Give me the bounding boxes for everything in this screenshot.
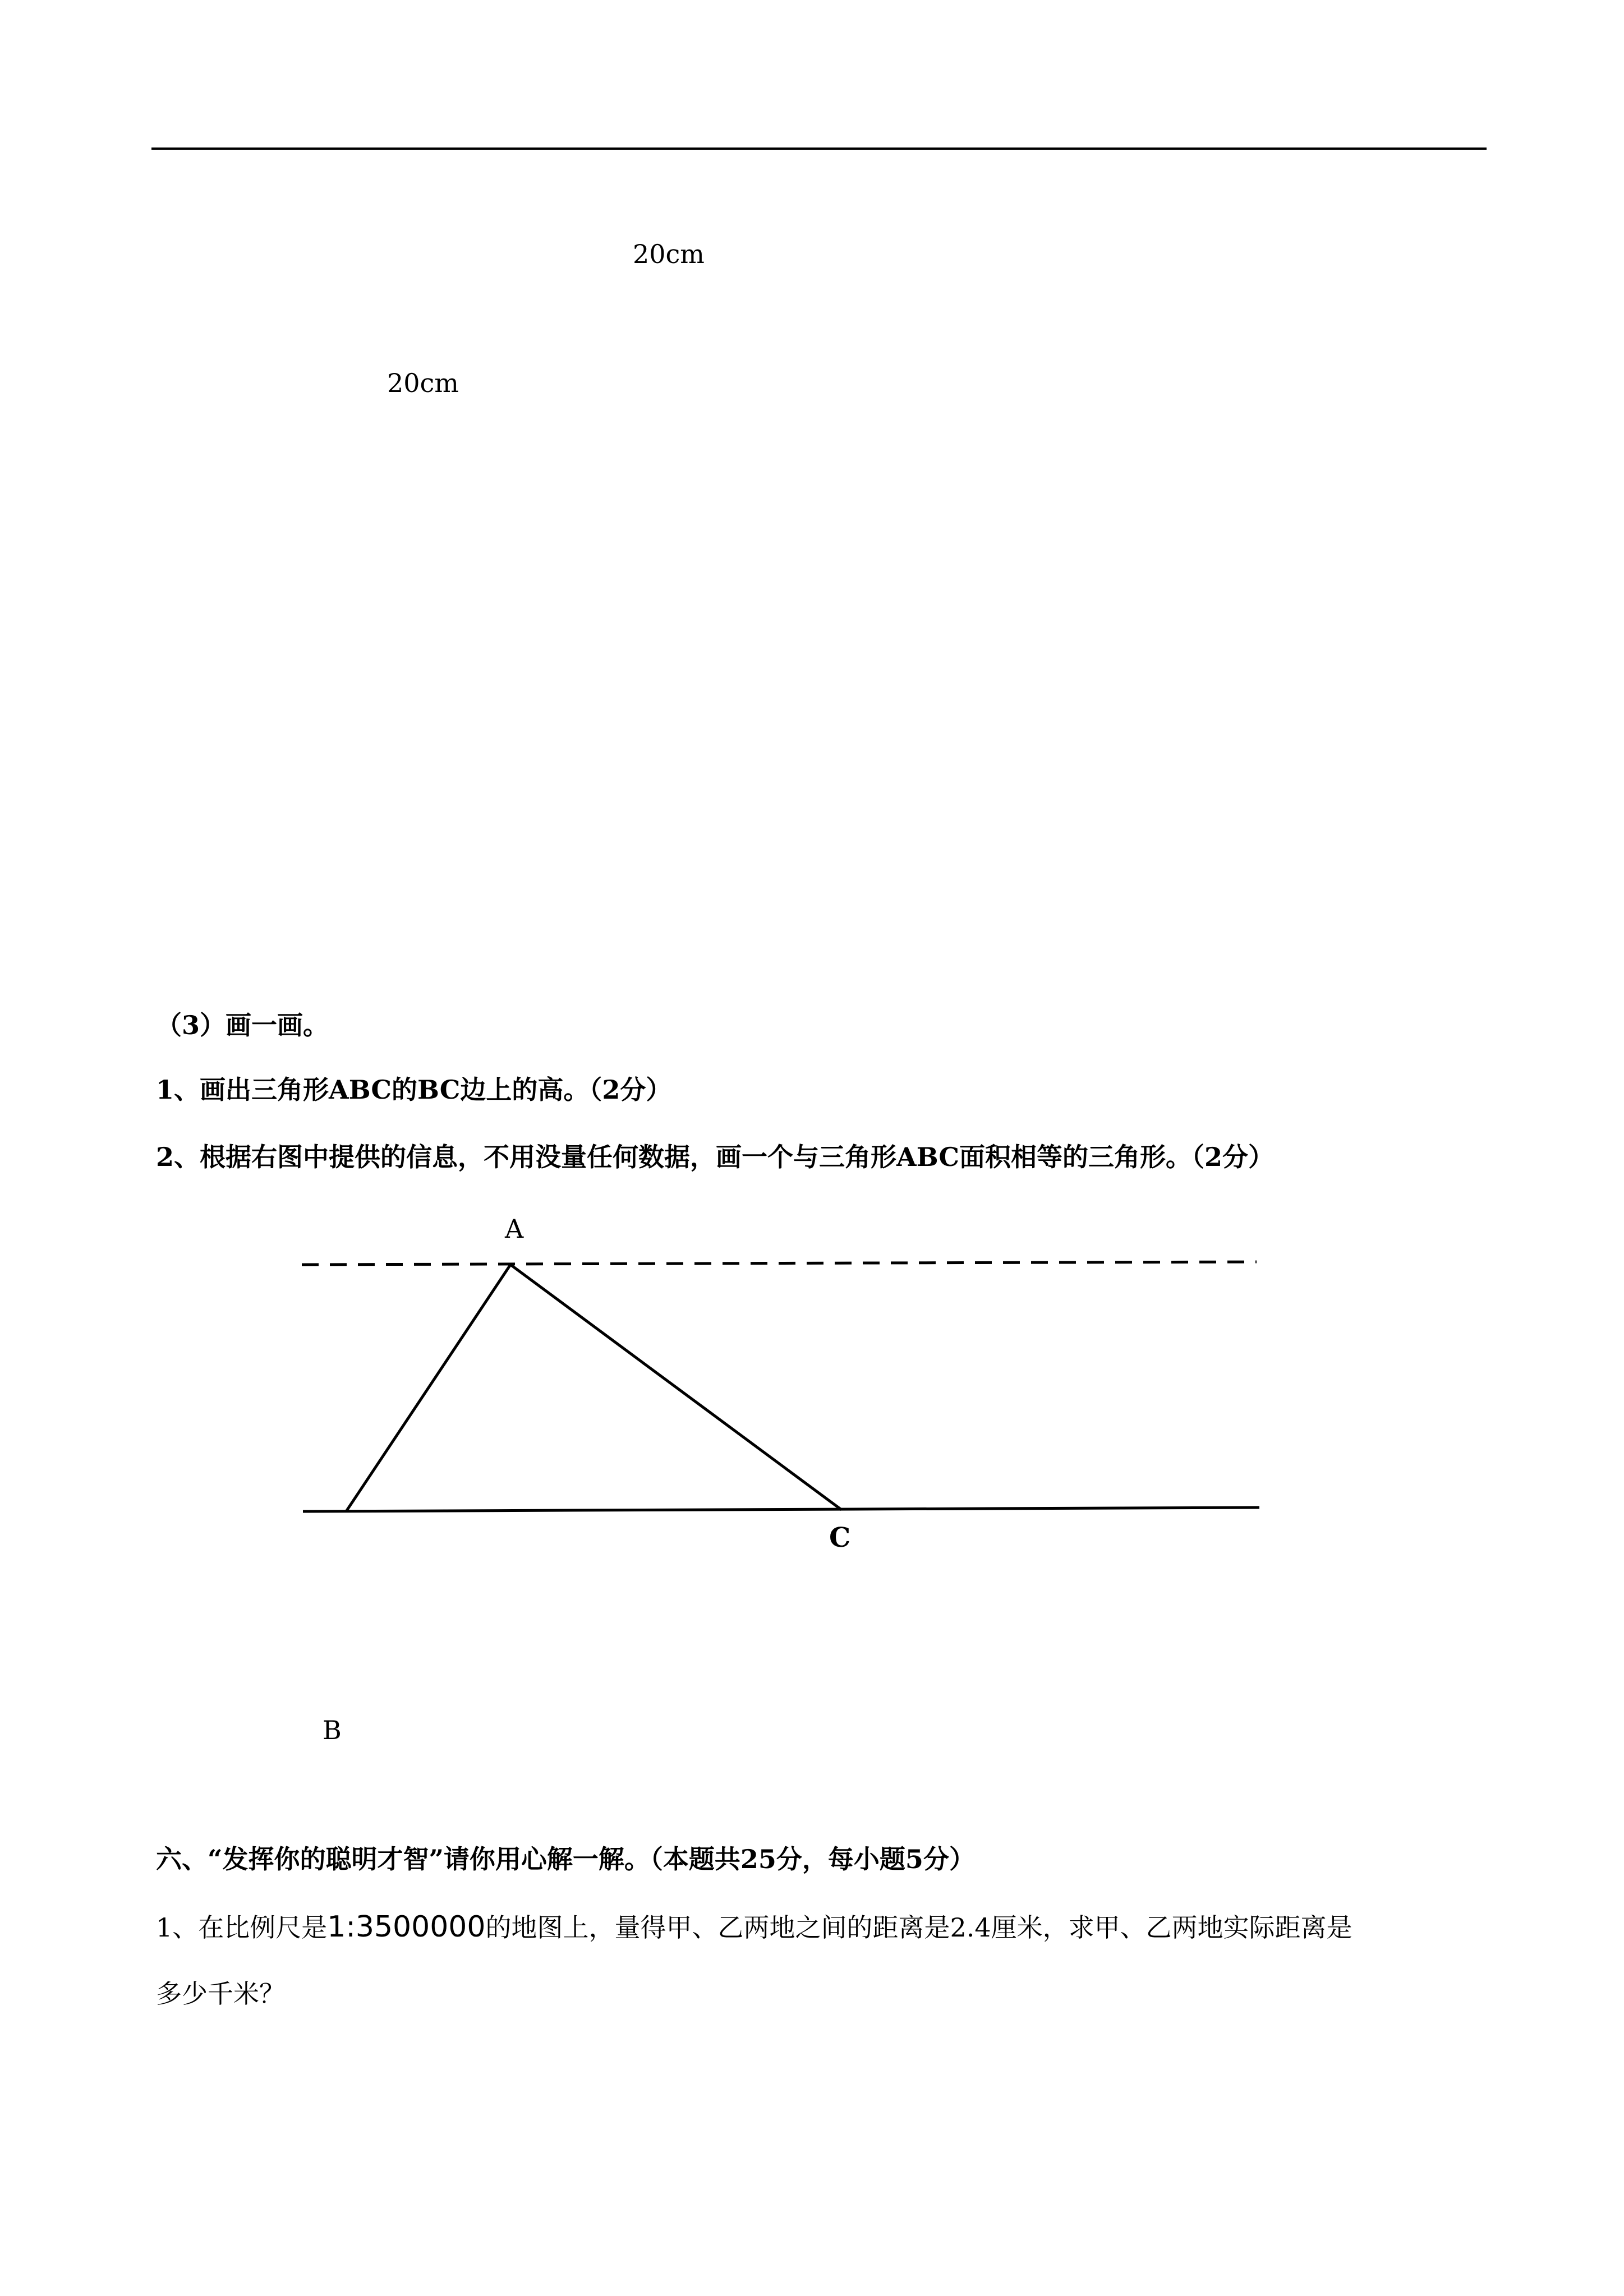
dimension-label-left: 20cm <box>387 368 459 398</box>
section-3-heading: （3）画一画。 <box>156 1010 329 1040</box>
question-2: 2、根据右图中提供的信息，不用没量任何数据，画一个与三角形ABC面积相等的三角形。（2分） <box>156 1142 1275 1172</box>
question-1: 1、画出三角形ABC的BC边上的高。（2分） <box>156 1075 672 1105</box>
triangle-side-ab <box>346 1265 510 1511</box>
section-6-heading: 六、“发挥你的聪明才智”请你用心解一解。（本题共25分，每小题5分） <box>156 1844 975 1874</box>
scale-ratio: 1:3500000 <box>327 1910 486 1944</box>
base-line <box>303 1507 1259 1511</box>
dimension-label-top: 20cm <box>633 239 705 269</box>
problem-1-suffix: 的地图上，量得甲、乙两地之间的距离是2.4厘米，求甲、乙两地实际距离是 <box>485 1912 1352 1943</box>
vertex-label-c: C <box>829 1522 851 1553</box>
problem-1-line-1 <box>156 1912 1352 1942</box>
problem-1-line-2: 多少千米？ <box>156 1979 285 2009</box>
dashed-parallel-line <box>302 1262 1257 1265</box>
triangle-side-ac <box>510 1265 841 1510</box>
problem-1-prefix: 1、在比例尺是 <box>156 1912 328 1943</box>
vertex-label-a: A <box>505 1214 524 1244</box>
vertex-label-b: B <box>323 1715 342 1745</box>
